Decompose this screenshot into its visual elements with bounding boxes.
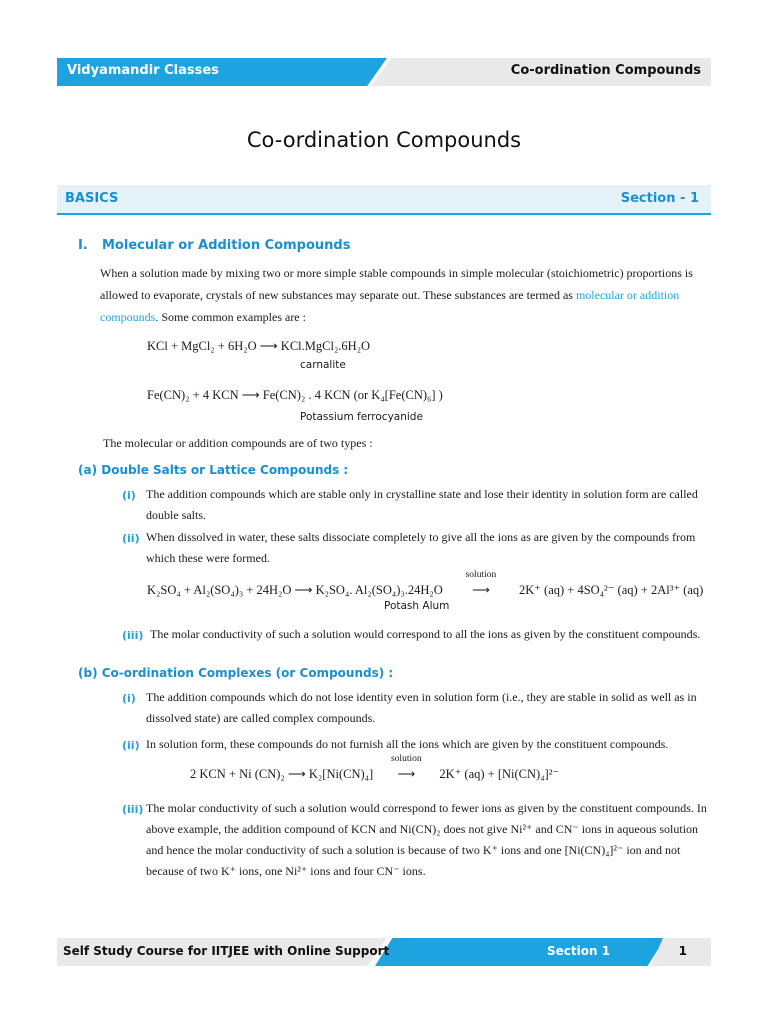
list-item: When dissolved in water, these salts dissociate completely to give all the ions as are given by the compounds from which these were formed.: [146, 530, 696, 565]
section-heading-text: Molecular or Addition Compounds: [102, 238, 351, 253]
solution-arrow: solution ⟶: [376, 766, 436, 782]
item-number: (iii): [122, 629, 144, 642]
footer-section: Section 1: [547, 944, 611, 958]
list-item: The molar conductivity of such a solution would correspond to fewer ions as given by the constituent compounds. In above example, the addition compound of KCN and Ni(CN)₂ does not give Ni²⁺ and CN⁻ ions in aqueous solution and hence the molar conductivity of such a solution is because of two K⁺ ions and one [Ni(CN)₄]²⁻ ion and not because of two K⁺ ions, one Ni²⁺ ions and four CN⁻ ions.: [146, 801, 707, 878]
section-heading-number: I.: [78, 238, 88, 253]
section-bar-number: Section - 1: [620, 191, 699, 206]
page-header: [57, 58, 711, 86]
page-title: Co-ordination Compounds: [246, 128, 522, 152]
equation-nickel-left: 2 KCN + Ni (CN)₂ ⟶ K₂[Ni(CN)₄]: [190, 767, 374, 781]
solution-arrow: solution ⟶: [446, 582, 516, 598]
equation-carnalite: KCl + MgCl₂ + 6H₂O ⟶ KCl.MgCl₂.6H₂O: [147, 339, 371, 353]
equation-potash-alum: [147, 570, 704, 598]
equation-ferrocyanide-label: Potassium ferrocyanide: [300, 411, 423, 423]
equation-potash-alum-label: Potash Alum: [384, 600, 450, 612]
footer-course: Self Study Course for IITJEE with Online Support: [63, 944, 390, 958]
section-bar: [57, 185, 711, 215]
list-item: The addition compounds which do not lose identity even in solution form (i.e., they are stable in solid as well as in dissolved state) are called complex compounds.: [146, 690, 697, 725]
item-number: (i): [122, 489, 136, 502]
page-footer: [57, 938, 711, 966]
intro-highlight: molecular or addition compounds: [100, 288, 680, 324]
equation-nickel-complex: [190, 754, 560, 782]
subheading-coordination-complexes: (b) Co-ordination Complexes (or Compounds) :: [78, 666, 394, 680]
section-bar-label: BASICS: [65, 191, 119, 206]
equation-potash-alum-left: K₂SO₄ + Al₂(SO₄)₃ + 24H₂O ⟶ K₂SO₄. Al₂(SO₄)₃.24H₂O: [147, 583, 443, 597]
item-number: (iii): [122, 803, 144, 816]
section-heading: [78, 238, 350, 253]
page-number: 1: [678, 944, 687, 958]
types-line: The molecular or addition compounds are of two types :: [103, 436, 373, 450]
header-topic: Co-ordination Compounds: [510, 63, 701, 78]
subheading-double-salts: (a) Double Salts or Lattice Compounds :: [78, 463, 349, 477]
equation-ferrocyanide: Fe(CN)₂ + 4 KCN ⟶ Fe(CN)₂ . 4 KCN (or K₄[Fe(CN)₆] ): [147, 388, 443, 402]
list-item: In solution form, these compounds do not furnish all the ions which are given by the constituent compounds.: [146, 737, 669, 751]
intro-text-2: . Some common examples are :: [155, 310, 306, 324]
equation-carnalite-label: carnalite: [300, 359, 346, 371]
item-number: (i): [122, 692, 136, 705]
list-item: The molar conductivity of such a solution would correspond to all the ions as given by the constituent compounds.: [150, 627, 701, 641]
solution-arrow-label: solution: [390, 754, 422, 764]
item-number: (ii): [122, 532, 140, 545]
solution-arrow-label: solution: [465, 570, 497, 580]
list-item: The addition compounds which are stable only in crystalline state and lose their identity in solution form are called double salts.: [146, 487, 698, 522]
header-brand: Vidyamandir Classes: [67, 63, 219, 78]
equation-potash-alum-right: 2K⁺ (aq) + 4SO₄²⁻ (aq) + 2Al³⁺ (aq): [519, 583, 704, 597]
item-number: (ii): [122, 739, 140, 752]
footer-blue-band: [375, 938, 665, 966]
equation-nickel-right: 2K⁺ (aq) + [Ni(CN)₄]²⁻: [439, 767, 560, 781]
intro-paragraph: [100, 262, 715, 328]
intro-text-1: When a solution made by mixing two or more simple stable compounds in simple molecular (stoichiometric) proportions is allowed to evaporate, crystals of new substances may separate out. These substances are termed as: [100, 266, 693, 302]
